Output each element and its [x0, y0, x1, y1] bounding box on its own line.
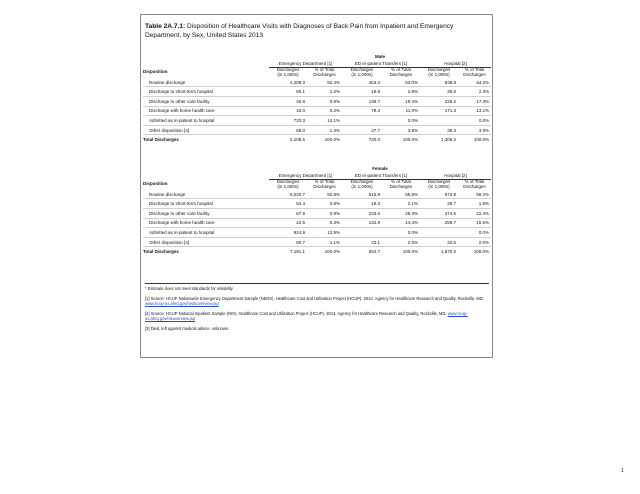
- table-cell: 0.3%: [307, 218, 342, 228]
- document-page: [140, 14, 493, 358]
- table-row: [143, 237, 491, 247]
- footnote-2: [145, 311, 490, 322]
- table-title: [145, 23, 489, 40]
- footnote-divider: [145, 283, 489, 284]
- table-cell: 132.8: [342, 218, 382, 228]
- footnote-3: [3] Died, left against medical advice, unknown.: [145, 325, 230, 331]
- table-cell: 63.0%: [382, 78, 420, 87]
- total-cell: 1,306.2: [420, 135, 458, 144]
- table-cell: [420, 116, 458, 126]
- page-number: 1: [621, 468, 624, 474]
- row-label: Discharge to short-term hospital: [143, 87, 269, 97]
- table-cell: 0.0%: [382, 116, 420, 126]
- table-cell: 68.0: [269, 125, 307, 135]
- table-cell: 0.2%: [307, 106, 342, 116]
- discharges-header: Discharges (in 1,000s): [427, 67, 451, 77]
- table-row: [143, 125, 491, 135]
- female-group-header: ED In-patient Transfers [1]: [342, 172, 420, 180]
- total-label: Total Discharges: [143, 135, 269, 144]
- female-sex-header: Female: [372, 166, 388, 171]
- table-row: [143, 106, 491, 116]
- male-disposition-header: Disposition: [143, 69, 168, 75]
- pct-total-header: % of Total Discharges: [463, 179, 486, 189]
- table-cell: 139.7: [342, 97, 382, 107]
- total-label: Total Discharges: [143, 247, 269, 256]
- table-cell: 2.3%: [458, 87, 491, 97]
- male-group-header: ED In-patient Transfers [1]: [342, 60, 420, 68]
- table-cell: 64.2%: [458, 78, 491, 87]
- table-cell: 23.1: [342, 237, 382, 247]
- table-cell: 14.4%: [382, 218, 420, 228]
- table-cell: 838.8: [420, 78, 458, 87]
- discharges-header: Discharges (in 1,000s): [350, 179, 374, 189]
- table-row: [143, 78, 491, 87]
- table-cell: 22.5: [269, 218, 307, 228]
- row-label: Other disposition [3]: [143, 125, 269, 135]
- table-row: [143, 199, 491, 209]
- table-cell: 15.5%: [458, 218, 491, 228]
- table-cell: 58.2%: [458, 190, 491, 199]
- row-label: Routine discharge: [143, 78, 269, 87]
- table-cell: 1.1%: [307, 237, 342, 247]
- table-cell: 2.5%: [382, 237, 420, 247]
- pct-total-header: % of Total Discharges: [313, 179, 336, 189]
- table-cell: 226.2: [420, 97, 458, 107]
- table-cell: 453.3: [342, 78, 382, 87]
- table-cell: [342, 116, 382, 126]
- row-label: Other disposition [3]: [143, 237, 269, 247]
- table-cell: 3.8%: [382, 125, 420, 135]
- table-cell: [342, 228, 382, 238]
- row-label: Discharge to other care facility: [143, 209, 269, 219]
- table-cell: 27.7: [342, 125, 382, 135]
- total-cell: 100.0%: [382, 247, 420, 256]
- table-cell: 0.8%: [307, 97, 342, 107]
- total-cell: 100.0%: [307, 135, 342, 144]
- pct-total-header: % of Total Discharges: [389, 179, 413, 189]
- table-cell: 233.6: [342, 209, 382, 219]
- table-cell: 67.9: [269, 209, 307, 219]
- pct-total-header: % of Total Discharges: [389, 67, 413, 77]
- table-cell: 0.0%: [458, 116, 491, 126]
- table-row: [143, 190, 491, 199]
- row-label: Admitted as in-patient to hospital: [143, 228, 269, 238]
- table-cell: 30.6: [420, 87, 458, 97]
- male-sex-header: Male: [375, 54, 386, 59]
- table-cell: 374.6: [420, 209, 458, 219]
- footnote-1-link[interactable]: www.hcup-us.ahrq.gov/nedsoverview.jsp: [145, 301, 219, 307]
- table-cell: 29.7: [420, 199, 458, 209]
- table-cell: 720.3: [269, 116, 307, 126]
- total-cell: 5,108.5: [269, 135, 307, 144]
- table-cell: 19.4%: [382, 97, 420, 107]
- table-title-label: Table 2A.7.1:: [145, 23, 186, 30]
- total-cell: 100.0%: [458, 247, 491, 256]
- table-cell: 1.2%: [307, 87, 342, 97]
- female-group-header: Emergency Department [1]: [269, 172, 342, 180]
- row-label: Discharge with home health care: [143, 106, 269, 116]
- row-label: Routine discharge: [143, 190, 269, 199]
- male-table: [143, 53, 491, 144]
- table-cell: 12.9%: [307, 228, 342, 238]
- row-label: Discharge to short-term hospital: [143, 199, 269, 209]
- row-label: Discharge with home health care: [143, 218, 269, 228]
- total-row: [143, 135, 491, 144]
- table-cell: 13.1%: [458, 106, 491, 116]
- table-cell: 11.0%: [382, 106, 420, 116]
- table-row: [143, 97, 491, 107]
- table-cell: 4,209.3: [269, 78, 307, 87]
- footnote-1: [145, 296, 490, 307]
- male-group-header: Emergency Department [1]: [269, 60, 342, 68]
- footnote-estimate: * Estimate does not meet standards for reliability: [145, 286, 233, 291]
- table-cell: 82.4%: [307, 78, 342, 87]
- table-cell: 1.3%: [307, 125, 342, 135]
- table-row: [143, 116, 491, 126]
- row-label: Admitted as in-patient to hospital: [143, 116, 269, 126]
- table-cell: 2.0%: [458, 237, 491, 247]
- female-group-header: Hospital [2]: [420, 172, 491, 180]
- total-cell: 924.7: [342, 247, 382, 256]
- pct-total-header: % of Total Discharges: [463, 67, 486, 77]
- table-title-text: Disposition of Healthcare Visits with Diagnoses of Back Pain from Inpatient and Emergency Department, by Sex, United States 2013: [145, 23, 454, 39]
- table-cell: 171.3: [420, 106, 458, 116]
- total-row: [143, 247, 491, 256]
- total-cell: 1,670.5: [420, 247, 458, 256]
- table-cell: 0.0%: [458, 228, 491, 238]
- table-cell: 2.8%: [382, 87, 420, 97]
- female-section: [143, 165, 491, 256]
- male-group-header: Hospital [2]: [420, 60, 491, 68]
- table-cell: 40.8: [269, 97, 307, 107]
- table-cell: 0.9%: [307, 199, 342, 209]
- table-cell: 64.4: [269, 199, 307, 209]
- discharges-header: Discharges (in 1,000s): [350, 67, 374, 77]
- table-cell: 14.1%: [307, 116, 342, 126]
- table-cell: 17.3%: [458, 97, 491, 107]
- table-cell: 6,020.7: [269, 190, 307, 199]
- female-disposition-header: Disposition: [143, 181, 168, 187]
- table-cell: 19.3: [342, 199, 382, 209]
- table-cell: 1.8%: [458, 199, 491, 209]
- male-section: [143, 53, 491, 144]
- table-row: [143, 87, 491, 97]
- table-row: [143, 218, 491, 228]
- pct-total-header: % of Total Discharges: [313, 67, 336, 77]
- total-cell: 7,181.1: [269, 247, 307, 256]
- table-cell: 3.0%: [458, 125, 491, 135]
- table-cell: 10.0: [269, 106, 307, 116]
- row-label: Discharge to other care facility: [143, 97, 269, 107]
- table-cell: 19.9: [342, 87, 382, 97]
- total-cell: 100.0%: [307, 247, 342, 256]
- total-cell: 100.0%: [382, 135, 420, 144]
- discharges-header: Discharges (in 1,000s): [427, 179, 451, 189]
- table-cell: [420, 228, 458, 238]
- footnotes: [145, 283, 490, 336]
- table-row: [143, 209, 491, 219]
- table-cell: 2.1%: [382, 199, 420, 209]
- footnote-1-text: [1] Source: HCUP Nationwide Emergency Department Sample (NEDS). Healthcare Cost and Utilization Project (HCUP). 2013. Agency for Healthcare Research and Quality, Rockville, MD.: [145, 295, 484, 301]
- table-cell: 259.7: [420, 218, 458, 228]
- table-cell: 60.1: [269, 87, 307, 97]
- table-cell: 22.4%: [458, 209, 491, 219]
- table-cell: 79.4: [342, 106, 382, 116]
- table-cell: 972.9: [420, 190, 458, 199]
- table-cell: 39.3: [420, 125, 458, 135]
- total-cell: 720.0: [342, 135, 382, 144]
- total-cell: 100.0%: [458, 135, 491, 144]
- table-cell: 33.6: [420, 237, 458, 247]
- discharges-header: Discharges (in 1,000s): [276, 67, 300, 77]
- table-cell: 0.9%: [307, 209, 342, 219]
- table-cell: 0.0%: [382, 228, 420, 238]
- footnote-2-text: [2] Source: HCUP National Inpatient Sample (NIS). Healthcare Cost and Utilization Project (HCUP). 2013. Agency for Healthcare Research and Quality, Rockville, MD.: [145, 310, 448, 316]
- table-row: [143, 228, 491, 238]
- table-cell: 83.8%: [307, 190, 342, 199]
- table-cell: 924.9: [269, 228, 307, 238]
- table-cell: 515.9: [342, 190, 382, 199]
- footnote-2-link[interactable]: www.hcup-us.ahrq.gov/nisoverview.jsp: [145, 310, 468, 322]
- table-cell: 25.3%: [382, 209, 420, 219]
- table-cell: 55.8%: [382, 190, 420, 199]
- female-table: [143, 165, 491, 256]
- table-cell: 80.7: [269, 237, 307, 247]
- discharges-header: Discharges (in 1,000s): [276, 179, 300, 189]
